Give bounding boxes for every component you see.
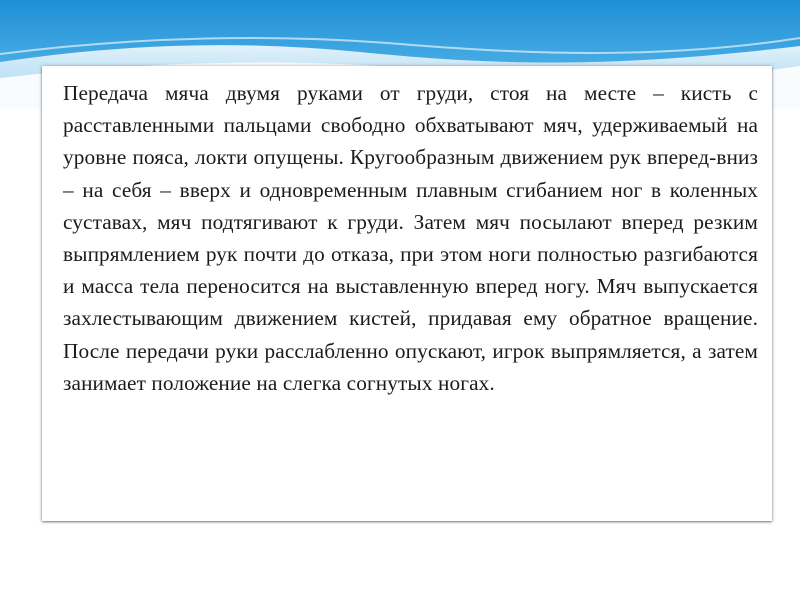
content-card [42,66,772,521]
body-paragraph: Передача мяча двумя руками от груди, стоя на месте – кисть с расставленными пальцами свободно обхватывают мяч, удерживаемый на уровне пояса, локти опущены. Кругообразным движением рук вперед-вниз – на себя – вверх и одновременным плавным сгибанием ног в коленных суставах, мяч подтягивают к груди. Затем мяч посылают вперед резким выпрямлением рук почти до отказа, при этом ноги полностью разгибаются и масса тела переносится на выставленную вперед ногу. Мяч выпускается захлестывающим движением кистей, придавая ему обратное вращение. После передачи руки расслабленно опускают, игрок выпрямляется, а затем занимает положение на слегка согнутых ногах. [63,81,758,395]
